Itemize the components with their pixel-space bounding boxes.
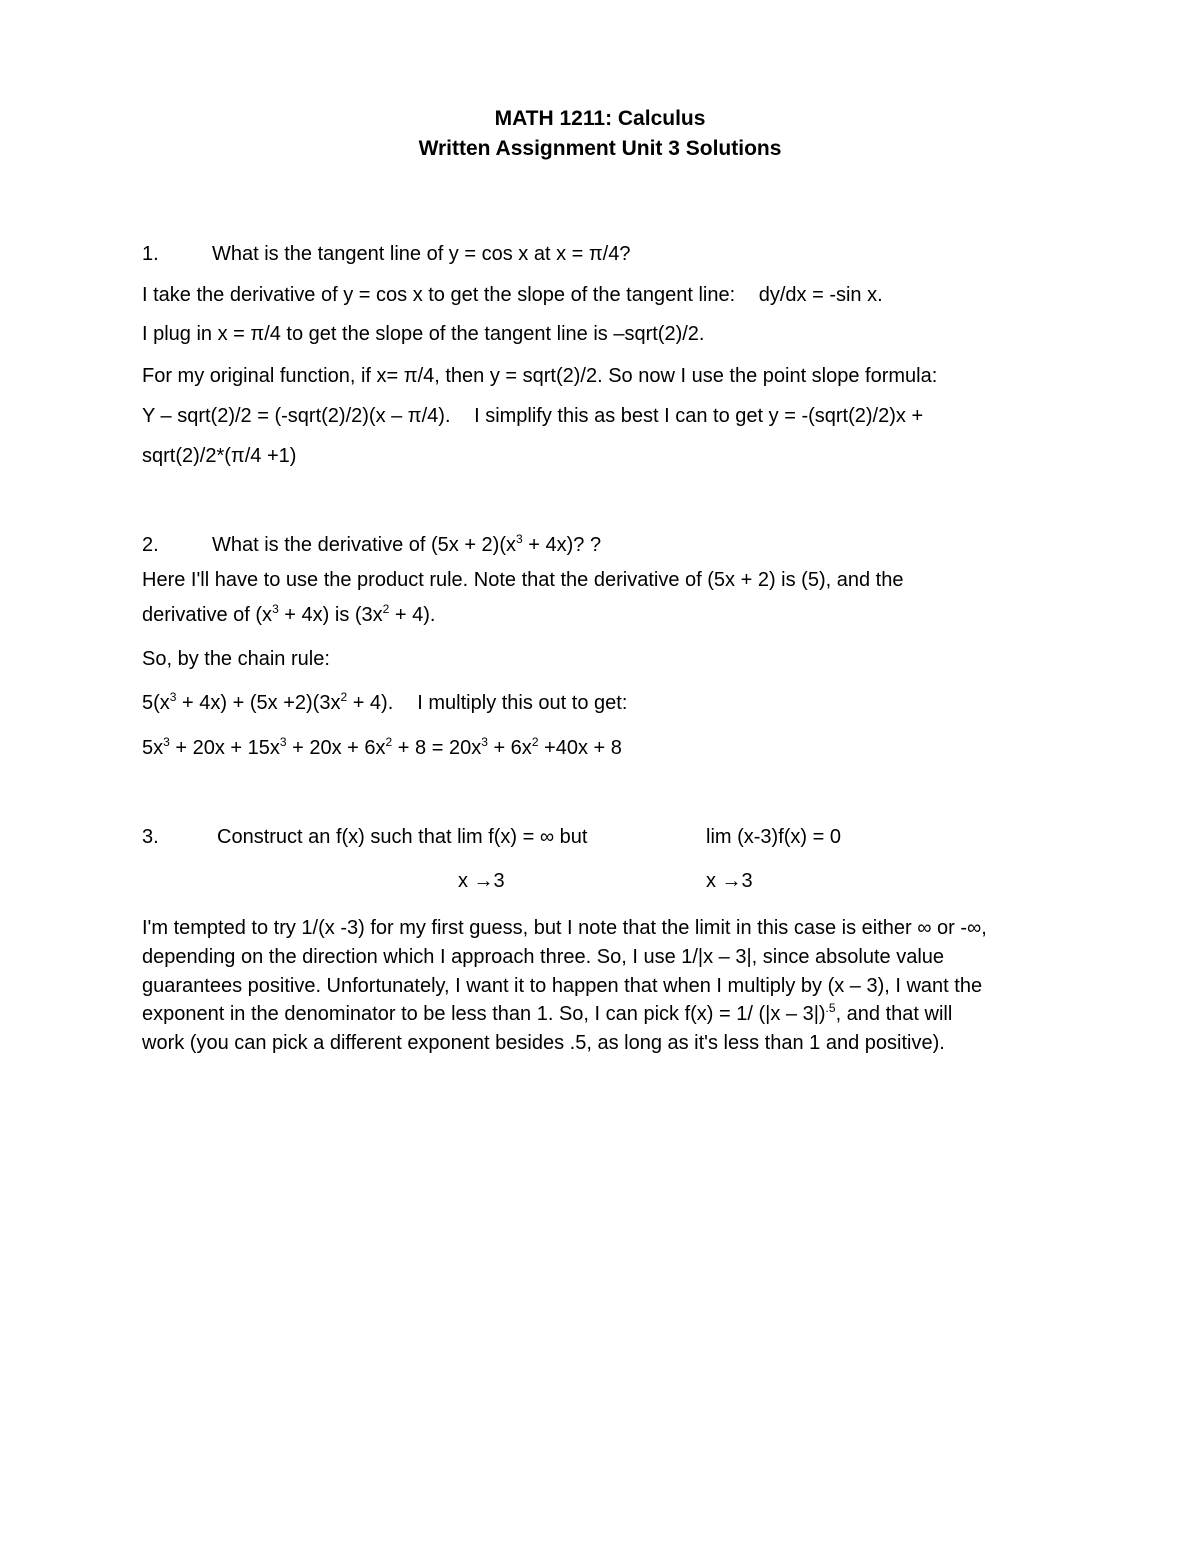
q3-limit-sub2: x →3 (706, 870, 753, 892)
q2-line5-c: + 20x + 6x (286, 737, 386, 759)
q3-para-line3: guarantees positive. Unfortunately, I want it to happen that when I multiply by (x – 3), I want the (142, 975, 983, 997)
q2-line2-b: + 4x) is (3x (278, 604, 383, 626)
q1-line1 (142, 285, 883, 305)
document-subtitle: Written Assignment Unit 3 Solutions (418, 137, 782, 160)
q2-question-b: + 4x)? ? (522, 534, 602, 556)
q3-para-line4-a: exponent in the denominator to be less than 1. So, I can pick f(x) = 1/ (|x – 3|) (142, 1003, 826, 1025)
q3-question-b: lim (x-3)f(x) = 0 (706, 826, 841, 848)
q2-line4-d: I multiply this out to get: (417, 692, 628, 714)
q2-line2-sup1: 3 (272, 602, 279, 616)
q1-line3: For my original function, if x= π/4, then y = sqrt(2)/2. So now I use the point slope formula: (142, 365, 938, 387)
q2-line2-sup2: 2 (382, 602, 390, 616)
q2-line1: Here I'll have to use the product rule. Note that the derivative of (5x + 2) is (5), and the (142, 569, 904, 591)
q2-question (212, 532, 602, 556)
q1-line1-text: I take the derivative of y = cos x to get the slope of the tangent line: (142, 284, 736, 306)
q3-para-line2: depending on the direction which I approach three. So, I use 1/|x – 3|, since absolute value (142, 946, 945, 968)
q1-number: 1. (142, 243, 159, 265)
q3-limit-sub1: x →3 (458, 870, 505, 892)
q2-line5-b: + 20x + 15x (169, 737, 280, 759)
q2-line4-b: + 4x) + (5x +2)(3x (176, 692, 341, 714)
q2-line2-c: + 4). (389, 604, 436, 626)
q2-line4-sup1: 3 (169, 690, 177, 704)
q2-line4-c: + 4). (347, 692, 394, 714)
q3-para-line4-b: , and that will (835, 1003, 953, 1025)
q1-line1-derivative: dy/dx = -sin x. (758, 284, 883, 306)
q3-para-line4-sup: .5 (825, 1001, 836, 1015)
q2-line5-s3: 2 (385, 735, 393, 749)
q1-line5: sqrt(2)/2*(π/4 +1) (142, 445, 297, 467)
q2-line4 (142, 690, 628, 714)
q1-line2: I plug in x = π/4 to get the slope of the tangent line is –sqrt(2)/2. (142, 323, 705, 345)
q2-line5-s2: 3 (279, 735, 287, 749)
q2-question-a: What is the derivative of (5x + 2)(x (212, 534, 517, 556)
q3-para-line4 (142, 1001, 953, 1025)
q2-line2 (142, 602, 436, 626)
q1-question: What is the tangent line of y = cos x at x = π/4? (212, 243, 631, 265)
q1-line4-text: I simplify this as best I can to get y = -(sqrt(2)/2)x + (474, 405, 924, 427)
q3-para-line5: work (you can pick a different exponent besides .5, as long as it's less than 1 and positive). (142, 1032, 945, 1054)
q2-line5-f: +40x + 8 (538, 737, 622, 759)
q2-line5-s5: 2 (531, 735, 539, 749)
q3-question-a: Construct an f(x) such that lim f(x) = ∞ but (217, 826, 588, 848)
q2-line5-a: 5x (142, 737, 164, 759)
document-title: MATH 1211: Calculus (494, 107, 706, 130)
q3-number: 3. (142, 826, 159, 848)
q2-number: 2. (142, 534, 159, 556)
q2-line5-d: + 8 = 20x (392, 737, 482, 759)
q2-question-sup: 3 (516, 532, 523, 546)
q3-para-line1: I'm tempted to try 1/(x -3) for my first guess, but I note that the limit in this case is either ∞ or -∞, (142, 917, 987, 939)
q2-line5 (142, 735, 622, 759)
q2-line5-s1: 3 (163, 735, 170, 749)
q1-line4-formula: Y – sqrt(2)/2 = (-sqrt(2)/2)(x – π/4). (142, 405, 451, 427)
q2-line5-s4: 3 (481, 735, 488, 749)
q2-line5-e: + 6x (487, 737, 532, 759)
q2-line3: So, by the chain rule: (142, 648, 330, 670)
q2-line2-a: derivative of (x (142, 604, 273, 626)
q1-line4 (142, 406, 923, 426)
q2-line4-a: 5(x (142, 692, 170, 714)
q2-line4-sup2: 2 (340, 690, 348, 704)
